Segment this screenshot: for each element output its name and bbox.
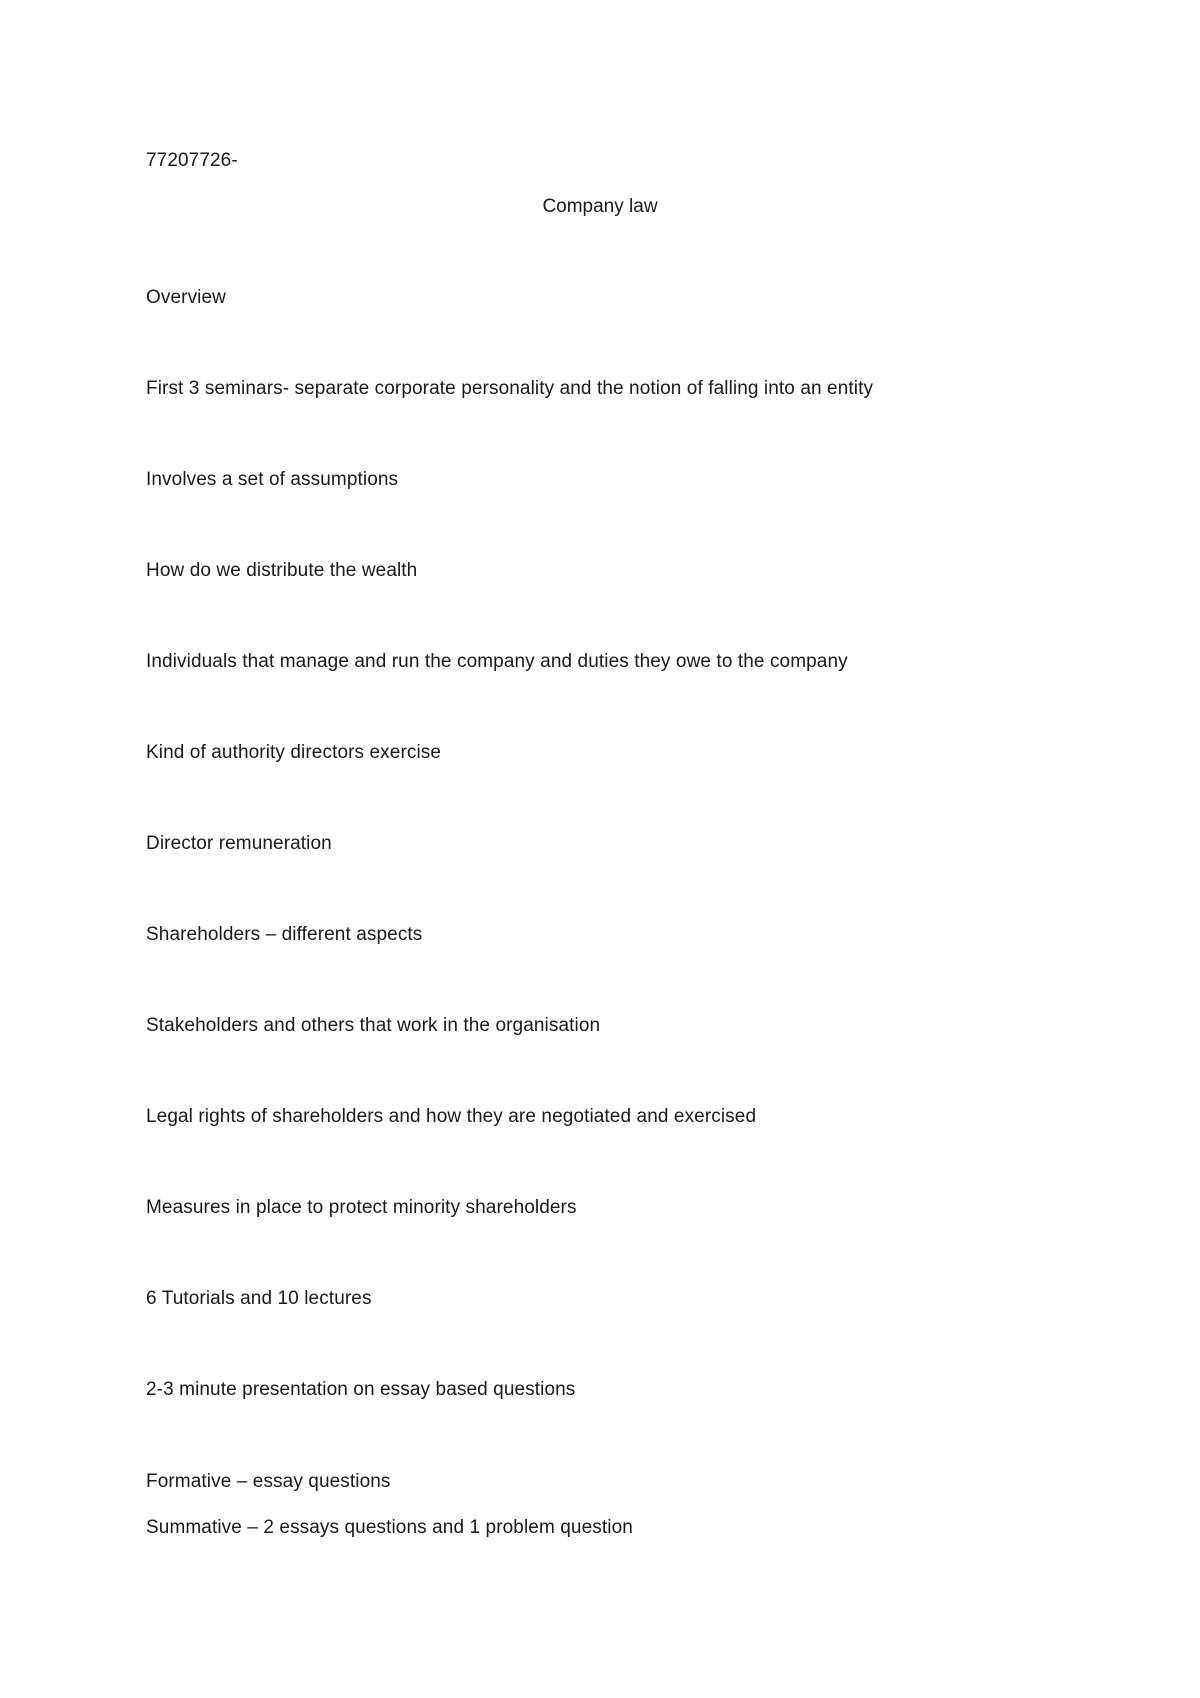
body-line: 2-3 minute presentation on essay based questions <box>146 1379 576 1400</box>
document-title: Company law <box>542 196 658 217</box>
body-line: Summative – 2 essays questions and 1 problem question <box>146 1517 633 1538</box>
body-line: Kind of authority directors exercise <box>146 742 442 763</box>
body-line: Director remuneration <box>146 833 332 854</box>
body-line: Legal rights of shareholders and how they are negotiated and exercised <box>146 1106 757 1127</box>
reference-number: 77207726- <box>146 150 238 171</box>
body-line: Individuals that manage and run the company and duties they owe to the company <box>146 651 848 672</box>
body-line: Measures in place to protect minority shareholders <box>146 1197 577 1218</box>
section-heading: Overview <box>146 287 226 308</box>
body-line: Stakeholders and others that work in the organisation <box>146 1015 601 1036</box>
body-line: Formative – essay questions <box>146 1471 391 1492</box>
body-line: How do we distribute the wealth <box>146 560 418 581</box>
body-line: 6 Tutorials and 10 lectures <box>146 1288 372 1309</box>
body-line: Shareholders – different aspects <box>146 924 423 945</box>
body-line: Involves a set of assumptions <box>146 469 399 490</box>
body-line: First 3 seminars- separate corporate personality and the notion of falling into an entity <box>146 378 874 399</box>
